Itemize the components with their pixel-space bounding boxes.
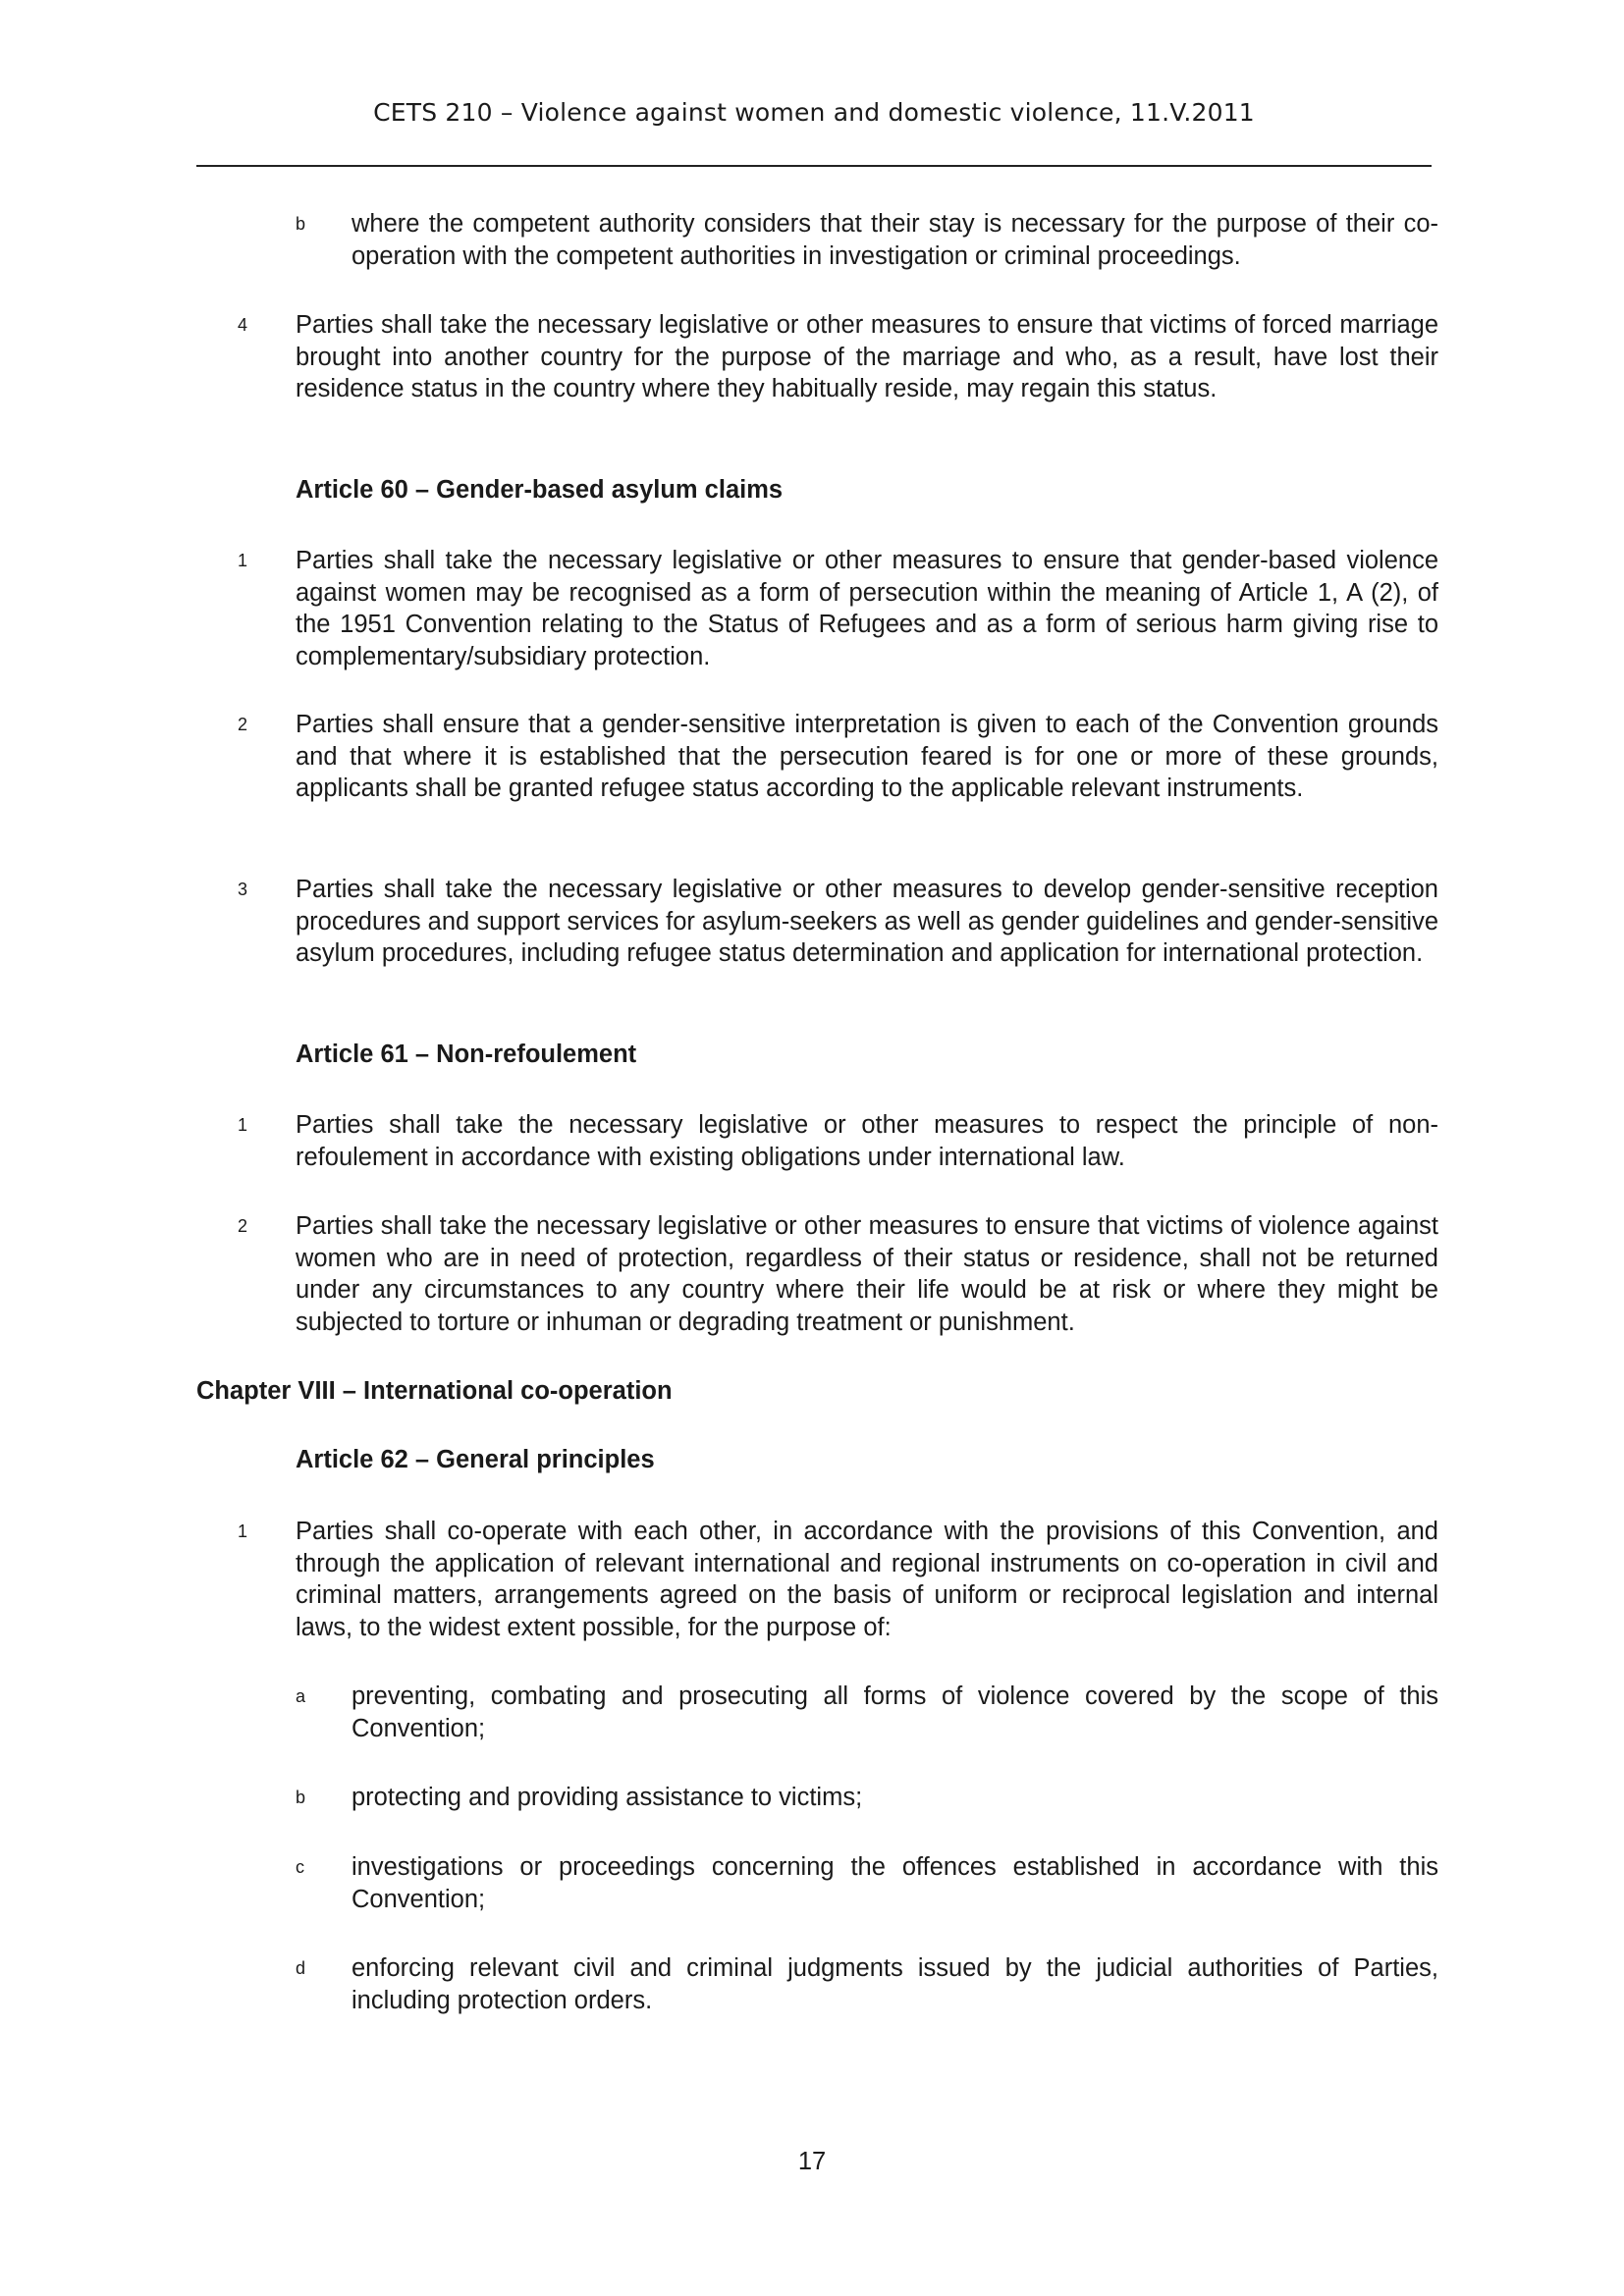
paragraph-text: Parties shall take the necessary legislative or other measures to develop gender-sensitive reception procedures and support services for asylum-seekers as well as gender guidelines and gender-sensitive asylum procedures, including refugee status determination and application for international protection.	[296, 876, 1438, 967]
paragraph-number: 1	[238, 1522, 248, 1541]
paragraph-number: 2	[238, 715, 248, 734]
paragraph-text: Parties shall take the necessary legislative or other measures to ensure that victims of forced marriage brought into another country for the purpose of the marriage and who, as a result, have lost their residence status in the country where they habitually reside, may regain this status.	[296, 311, 1438, 402]
paragraph-text: Parties shall co-operate with each other, in accordance with the provisions of this Convention, and through the application of relevant international and regional instruments on co-operation in civil and criminal matters, arrangements agreed on the basis of uniform or reciprocal legislation and internal laws, to the widest extent possible, for the purpose of:	[296, 1518, 1438, 1641]
item-text: preventing, combating and prosecuting all forms of violence covered by the scope of this Convention;	[352, 1682, 1438, 1742]
item-marker: b	[296, 214, 306, 234]
page-number: 17	[797, 2148, 827, 2175]
paragraph-number: 3	[238, 880, 248, 899]
paragraph-number: 2	[238, 1216, 248, 1236]
paragraph-text: Parties shall ensure that a gender-sensitive interpretation is given to each of the Convention grounds and that where it is established that the persecution feared is for one or more of these grounds, applicants shall be granted refugee status according to the applicable relevant instruments.	[296, 711, 1438, 802]
paragraph-text: Parties shall take the necessary legislative or other measures to respect the principle of non-refoulement in accordance with existing obligations under international law.	[296, 1111, 1438, 1171]
running-header: CETS 210 – Violence against women and domestic violence, 11.V.2011	[373, 98, 1255, 127]
item-marker: b	[296, 1788, 306, 1807]
item-text: investigations or proceedings concerning the offences established in accordance with this Convention;	[352, 1853, 1438, 1913]
paragraph-number: 1	[238, 551, 248, 570]
item-text: protecting and providing assistance to victims;	[352, 1784, 863, 1811]
article-62-heading: Article 62 – General principles	[296, 1446, 655, 1473]
chapter-heading: Chapter VIII – International co-operation	[196, 1377, 673, 1405]
header-rule	[196, 165, 1432, 167]
item-marker: a	[296, 1686, 306, 1706]
paragraph-number: 1	[238, 1115, 248, 1135]
paragraph-number: 4	[238, 315, 248, 335]
article-60-heading: Article 60 – Gender-based asylum claims	[296, 476, 784, 504]
paragraph-text: Parties shall take the necessary legislative or other measures to ensure that victims of violence against women who are in need of protection, regardless of their status or residence, shall not be returned under any circumstances to any country where their life would be at risk or where they might be subjected to torture or inhuman or degrading treatment or punishment.	[296, 1212, 1438, 1336]
item-text: where the competent authority considers that their stay is necessary for the purpose of their co-operation with the competent authorities in investigation or criminal proceedings.	[352, 210, 1438, 270]
item-marker: d	[296, 1958, 306, 1978]
item-text: enforcing relevant civil and criminal judgments issued by the judicial authorities of Parties, including protection orders.	[352, 1954, 1438, 2014]
item-marker: c	[296, 1857, 304, 1877]
article-61-heading: Article 61 – Non-refoulement	[296, 1041, 637, 1068]
paragraph-text: Parties shall take the necessary legislative or other measures to ensure that gender-based violence against women may be recognised as a form of persecution within the meaning of Article 1, A (2), of the 1951 Convention relating to the Status of Refugees and as a form of serious harm giving rise to complementary/subsidiary protection.	[296, 547, 1438, 670]
